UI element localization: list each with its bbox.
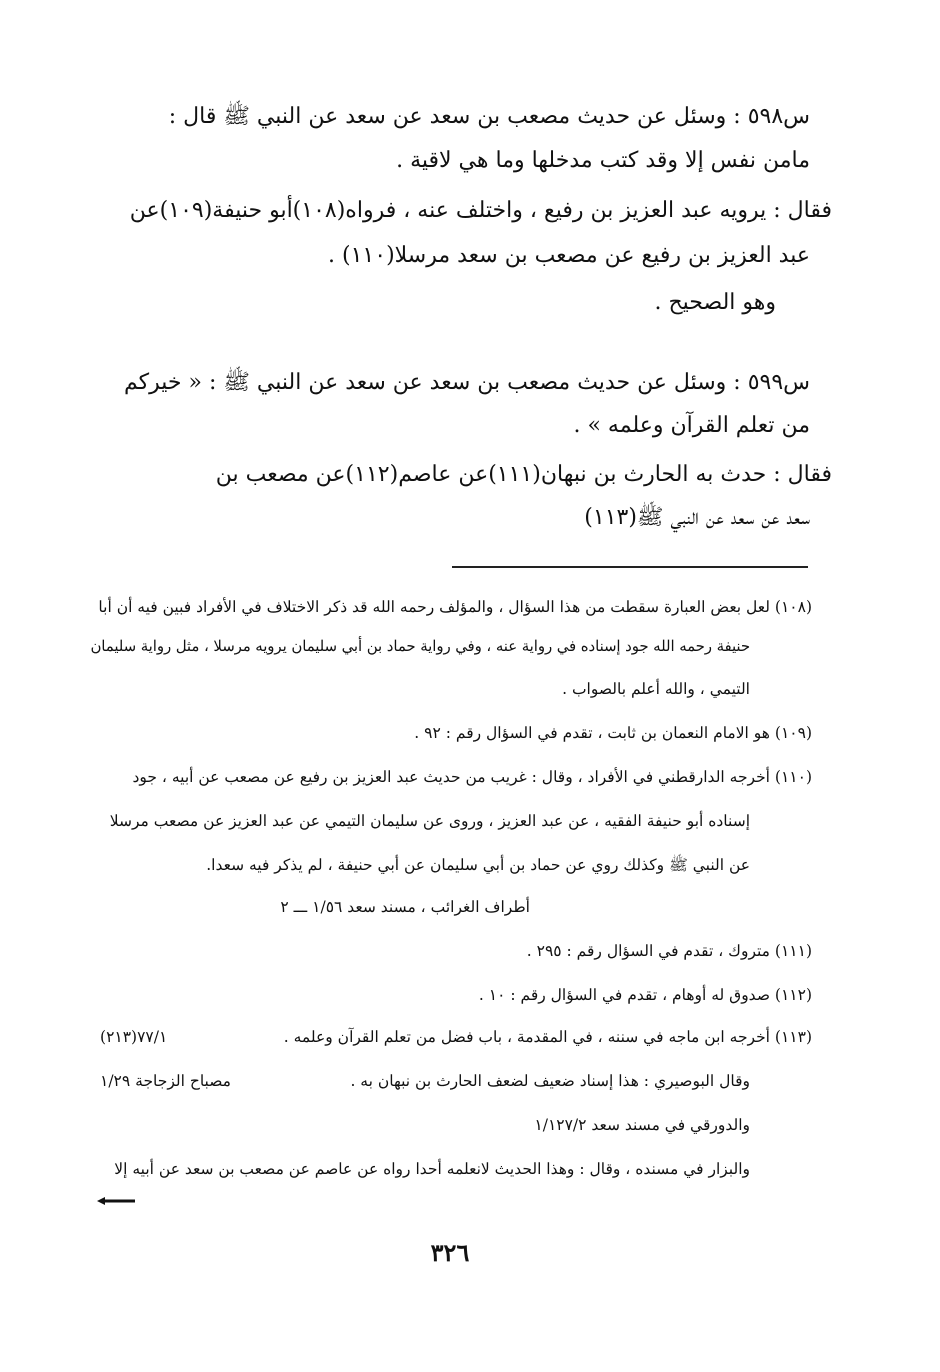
footnote-108-line-2: حنيفة رحمه الله جود إسناده في رواية عنه ، وفي رواية حماد بن أبي سليمان يرويه مرسلا ، مثل رواية سليمان [90, 638, 750, 655]
page-number: ٣٢٦ [430, 1238, 470, 1267]
question-599-line-1: س٥٩٩ : وسئل عن حديث مصعب بن سعد عن سعد عن النبي ﷺ : « خيركم [124, 370, 810, 395]
question-598-line-1: س٥٩٨ : وسئل عن حديث مصعب بن سعد عن سعد عن النبي ﷺ قال : [168, 104, 810, 129]
answer-599-line-1: فقال : حدث به الحارث بن نبهان(١١١)عن عاصم(١١٢)عن مصعب بن [215, 462, 832, 487]
footnote-112: (١١٢) صدوق له أوهام ، تقدم في السؤال رقم : ١٠ . [478, 986, 812, 1004]
footnote-113-line-2: وقال البوصيري : هذا إسناد ضعيف لضعف الحارث بن نبهان به . [350, 1072, 750, 1090]
footnote-110-line-3: عن النبي ﷺ وكذلك روي عن حماد بن أبي سليمان عن أبي حنيفة ، لم يذكر فيه سعدا. [206, 856, 750, 874]
answer-599-line-2: سعد عن سعد عن النبي ﷺ(١١٣) [584, 505, 810, 530]
footnote-113-reference-2: مصباح الزجاجة ١/٢٩ [100, 1072, 231, 1090]
footnote-110-line-2: إسناده أبو حنيفة الفقيه ، عن عبد العزيز ، وروى عن سليمان التيمي عن عبد العزيز عن مصعب مرسلا [109, 812, 750, 830]
answer-598-line-1: فقال : يرويه عبد العزيز بن رفيع ، واختلف عنه ، فرواه(١٠٨)أبو حنيفة(١٠٩)عن [129, 198, 832, 223]
footnote-110-line-1: (١١٠) أخرجه الدارقطني في الأفراد ، وقال : غريب من حديث عبد العزيز بن رفيع عن مصعب عن أبيه ، جود [132, 768, 812, 786]
question-598-line-2: مامن نفس إلا وقد كتب مدخلها وما هي لاقية . [396, 148, 810, 173]
footnote-111: (١١١) متروك ، تقدم في السؤال رقم : ٢٩٥ . [526, 942, 812, 960]
footnote-108-line-1: (١٠٨) لعل بعض العبارة سقطت من هذا السؤال ، والمؤلف رحمه الله قد ذكر الاختلاف في الأفراد فبين فيه أن أبا [98, 598, 812, 616]
footnote-113-line-4: والبزار في مسنده ، وقال : وهذا الحديث لانعلمه أحدا رواه عن عاصم عن مصعب بن سعد عن أبيه إلا [114, 1160, 750, 1178]
footnote-separator [452, 566, 808, 568]
left-arrow-icon [97, 1197, 135, 1205]
answer-598-line-2: عبد العزيز بن رفيع عن مصعب بن سعد مرسلا(١١٠) . [328, 243, 810, 268]
footnote-110-reference: أطراف الغرائب ، مسند سعد ١/٥٦ ـــ ٢ [280, 898, 530, 916]
footnote-113-line-3: والدورقي في مسند سعد ١/١٢٧/٢ [534, 1116, 750, 1134]
answer-598-line-3: وهو الصحيح . [654, 290, 776, 315]
footnote-108-line-3: التيمي ، والله أعلم بالصواب . [562, 680, 750, 698]
question-599-line-2: من تعلم القرآن وعلمه » . [573, 413, 810, 438]
footnote-109: (١٠٩) هو الامام النعمان بن ثابت ، تقدم في السؤال رقم : ٩٢ . [414, 724, 812, 742]
footnote-113-reference-1: ٧٧/١(٢١٣) [100, 1028, 168, 1046]
footnote-113-line-1: (١١٣) أخرجه ابن ماجه في سننه ، في المقدمة ، باب فضل من تعلم القرآن وعلمه . [283, 1028, 812, 1046]
